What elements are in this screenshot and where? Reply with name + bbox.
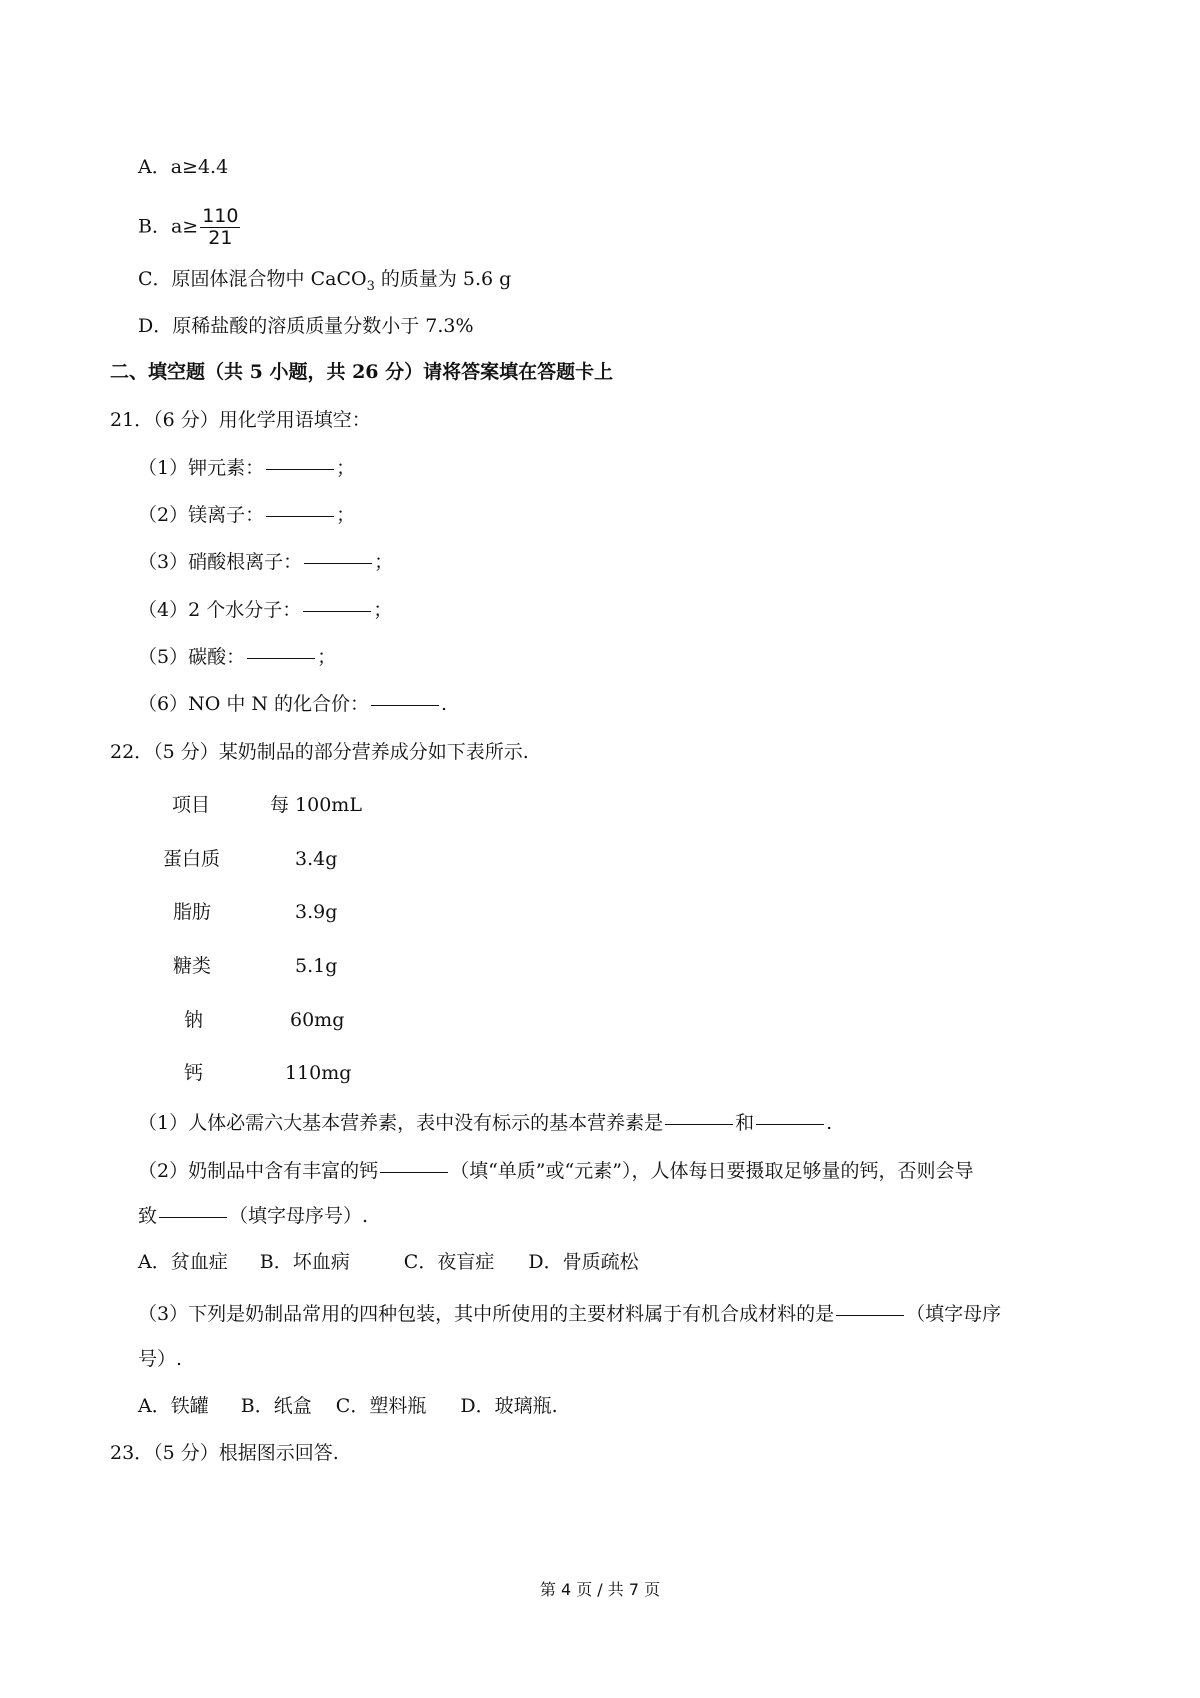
subscript: 3 — [366, 278, 375, 294]
item-label: （5）碳酸： — [138, 646, 246, 668]
option-a: A．a≥4.4 — [138, 156, 229, 178]
part-text: 致 — [138, 1205, 158, 1227]
choice-option: D．玻璃瓶. — [460, 1395, 558, 1417]
part-text: 和 — [735, 1112, 755, 1134]
question-21-item — [138, 504, 355, 527]
part-text: （3）下列是奶制品常用的四种包装，其中所使用的主要材料属于有机合成材料的是 — [138, 1303, 835, 1325]
table-row-name: 钙 — [184, 1062, 204, 1084]
answer-blank[interactable] — [665, 1124, 733, 1125]
item-label: （4）2 个水分子： — [138, 599, 302, 621]
item-end: ； — [373, 599, 393, 621]
question-22-part-1 — [138, 1112, 832, 1135]
question-22-part-3 — [138, 1303, 1001, 1326]
table-header-item: 项目 — [172, 794, 211, 816]
question-22-part-2-options — [138, 1251, 639, 1274]
choice-option: D．骨质疏松 — [528, 1251, 639, 1273]
choice-option: C．夜盲症 — [403, 1251, 495, 1273]
item-end: ； — [374, 551, 394, 573]
table-row-value: 110mg — [285, 1062, 352, 1084]
question-22-part-3-options — [138, 1395, 558, 1418]
part-text: （填字母序 — [906, 1303, 1002, 1325]
item-label: （6）NO 中 N 的化合价： — [138, 693, 370, 715]
choice-option: A．铁罐 — [138, 1395, 209, 1417]
item-end: ； — [336, 457, 356, 479]
question-21-item — [138, 551, 393, 574]
fraction — [200, 206, 240, 249]
answer-blank[interactable] — [304, 563, 372, 564]
section-heading: 二、填空题（共 5 小题，共 26 分）请将答案填在答题卡上 — [110, 361, 614, 383]
table-row-name: 糖类 — [173, 955, 212, 977]
question-21-item — [138, 646, 336, 669]
question-22-part-2-cont — [138, 1205, 368, 1228]
part-text: （填“单质”或“元素”），人体每日要摄取足够量的钙，否则会导 — [450, 1160, 974, 1182]
answer-blank[interactable] — [836, 1315, 904, 1316]
answer-blank[interactable] — [159, 1217, 227, 1218]
question-22-part-3-cont: 号）. — [138, 1348, 183, 1370]
table-row-value: 3.9g — [295, 901, 338, 923]
table-row-value: 60mg — [290, 1009, 345, 1031]
table-row-name: 脂肪 — [173, 901, 212, 923]
answer-blank[interactable] — [756, 1124, 824, 1125]
answer-blank[interactable] — [380, 1172, 448, 1173]
fraction-denominator: 21 — [208, 226, 233, 249]
choice-option: B．坏血病 — [259, 1251, 350, 1273]
part-text: （2）奶制品中含有丰富的钙 — [138, 1160, 379, 1182]
question-22-part-2 — [138, 1160, 973, 1183]
table-row-name: 钠 — [184, 1009, 204, 1031]
table-row-name: 蛋白质 — [163, 848, 221, 870]
answer-blank[interactable] — [266, 516, 334, 517]
answer-blank[interactable] — [247, 658, 315, 659]
choice-option: B．纸盒 — [240, 1395, 312, 1417]
option-d: D．原稀盐酸的溶质质量分数小于 7.3% — [138, 315, 474, 337]
question-21-item — [138, 599, 392, 622]
option-b-prefix: B．a≥ — [138, 215, 199, 238]
item-label: （2）镁离子： — [138, 504, 265, 526]
table-row-value: 3.4g — [295, 848, 338, 870]
answer-blank[interactable] — [371, 705, 439, 706]
item-end: ； — [317, 646, 337, 668]
item-label: （3）硝酸根离子： — [138, 551, 303, 573]
table-row-value: 5.1g — [295, 955, 338, 977]
choice-option: C．塑料瓶 — [335, 1395, 427, 1417]
question-21-item — [138, 693, 447, 716]
item-end: ； — [336, 504, 356, 526]
choice-option: A．贫血症 — [138, 1251, 228, 1273]
item-label: （1）钾元素： — [138, 457, 265, 479]
answer-blank[interactable] — [266, 469, 334, 470]
question-23-stem: 23．（5 分）根据图示回答. — [110, 1442, 339, 1464]
item-end: . — [441, 693, 448, 715]
question-21-stem: 21．（6 分）用化学用语填空： — [110, 409, 371, 431]
question-21-item — [138, 457, 355, 480]
fraction-numerator: 110 — [202, 205, 239, 227]
part-text: （1）人体必需六大基本营养素，表中没有标示的基本营养素是 — [138, 1112, 664, 1134]
option-c — [138, 268, 511, 294]
option-b — [138, 206, 240, 249]
part-text: . — [826, 1112, 833, 1134]
page-footer: 第 4 页 / 共 7 页 — [539, 1580, 661, 1599]
option-c-text-end: 的质量为 5.6 g — [374, 268, 512, 290]
question-22-stem: 22．（5 分）某奶制品的部分营养成分如下表所示. — [110, 741, 529, 763]
table-header-amount: 每 100mL — [270, 794, 362, 816]
part-text: （填字母序号）. — [229, 1205, 369, 1227]
answer-blank[interactable] — [303, 611, 371, 612]
option-c-text: C．原固体混合物中 CaCO — [138, 268, 367, 290]
